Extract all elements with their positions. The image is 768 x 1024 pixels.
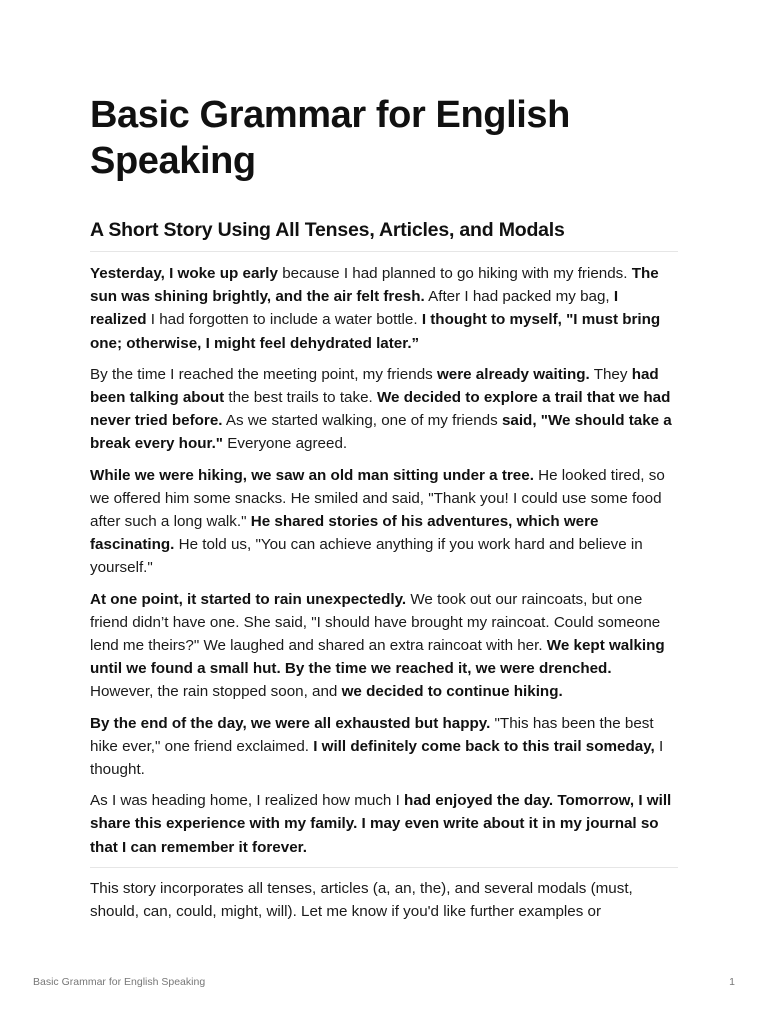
closing-divider [90, 867, 678, 868]
bold-text-run: By the end of the day, we were all exhausted but happy. [90, 714, 491, 732]
bold-text-run: We kept walking until we found a small hut. By the time we reached it, we were drenched. [90, 637, 665, 678]
text-run: Everyone agreed. [223, 435, 348, 453]
section-divider [90, 251, 678, 252]
bold-text-run: I realized [90, 288, 619, 329]
story-paragraph [90, 789, 678, 859]
text-run: the best trails to take. [224, 389, 377, 407]
bold-text-run: I thought to myself, "I must bring one; otherwise, I might feel dehydrated later.” [90, 311, 661, 352]
text-run: He looked tired, so we offered him some snacks. He smiled and said, "Thank you! I could use some food after such a long walk." [90, 466, 665, 531]
footer-document-name: Basic Grammar for English Speaking [33, 976, 206, 988]
document-page [90, 92, 678, 931]
bold-text-run: He shared stories of his adventures, which were fascinating. [90, 513, 599, 554]
text-run: I thought. [90, 737, 664, 779]
text-run: By the time I reached the meeting point, my friends [90, 365, 437, 383]
bold-text-run: said, "We should take a break every hour." [90, 412, 672, 453]
bold-text-run: We decided to explore a trail that we had never tried before. [90, 389, 671, 430]
bold-text-run: had been talking about [90, 365, 659, 407]
bold-text-run: we decided to continue hiking. [341, 683, 563, 701]
bold-text-run: The sun was shining brightly, and the air felt fresh. [90, 265, 659, 306]
story-paragraph [90, 363, 678, 456]
bold-text-run: At one point, it started to rain unexpectedly. [90, 590, 407, 608]
text-run: After I had packed my bag, [424, 288, 614, 306]
text-run: He told us, "You can achieve anything if you work hard and believe in yourself." [90, 536, 643, 577]
document-title: Basic Grammar for English Speaking [90, 94, 570, 182]
text-run: I had forgotten to include a water bottle. [146, 311, 422, 329]
text-run: We took out our raincoats, but one friend didn’t have one. She said, "I should have brought my raincoat. Could someone lend me theirs?" We laughed and shared an extra raincoat with her. [90, 590, 661, 655]
story-paragraph [90, 262, 678, 355]
text-run: because I had planned to go hiking with my friends. [277, 265, 632, 282]
bold-text-run: were already waiting. [436, 365, 590, 383]
bold-text-run: While we were hiking, we saw an old man sitting under a tree. [90, 466, 534, 484]
text-run: However, the rain stopped soon, and [90, 683, 342, 701]
text-run: They [589, 365, 632, 383]
story-body [90, 262, 678, 859]
story-paragraph [90, 588, 678, 704]
story-paragraph [90, 712, 678, 782]
document-subtitle: A Short Story Using All Tenses, Articles, and Modals [90, 219, 565, 241]
text-run: "This has been the best hike ever," one friend exclaimed. [90, 714, 654, 755]
bold-text-run: had enjoyed the day. Tomorrow, I will share this experience with my family. I may even write about it in my journal so that I can remember it forever. [90, 792, 672, 856]
bold-text-run: I will definitely come back to this trail someday, [313, 737, 655, 755]
bold-text-run: Yesterday, I woke up early [90, 265, 278, 282]
closing-paragraph: This story incorporates all tenses, articles (a, an, the), and several modals (must, should, can, could, might, will). Let me know if you'd like further examples or [90, 879, 633, 921]
text-run: As I was heading home, I realized how much I [90, 792, 405, 810]
story-paragraph [90, 464, 678, 580]
text-run: As we started walking, one of my friends [222, 412, 502, 430]
footer-page-number: 1 [729, 976, 735, 988]
